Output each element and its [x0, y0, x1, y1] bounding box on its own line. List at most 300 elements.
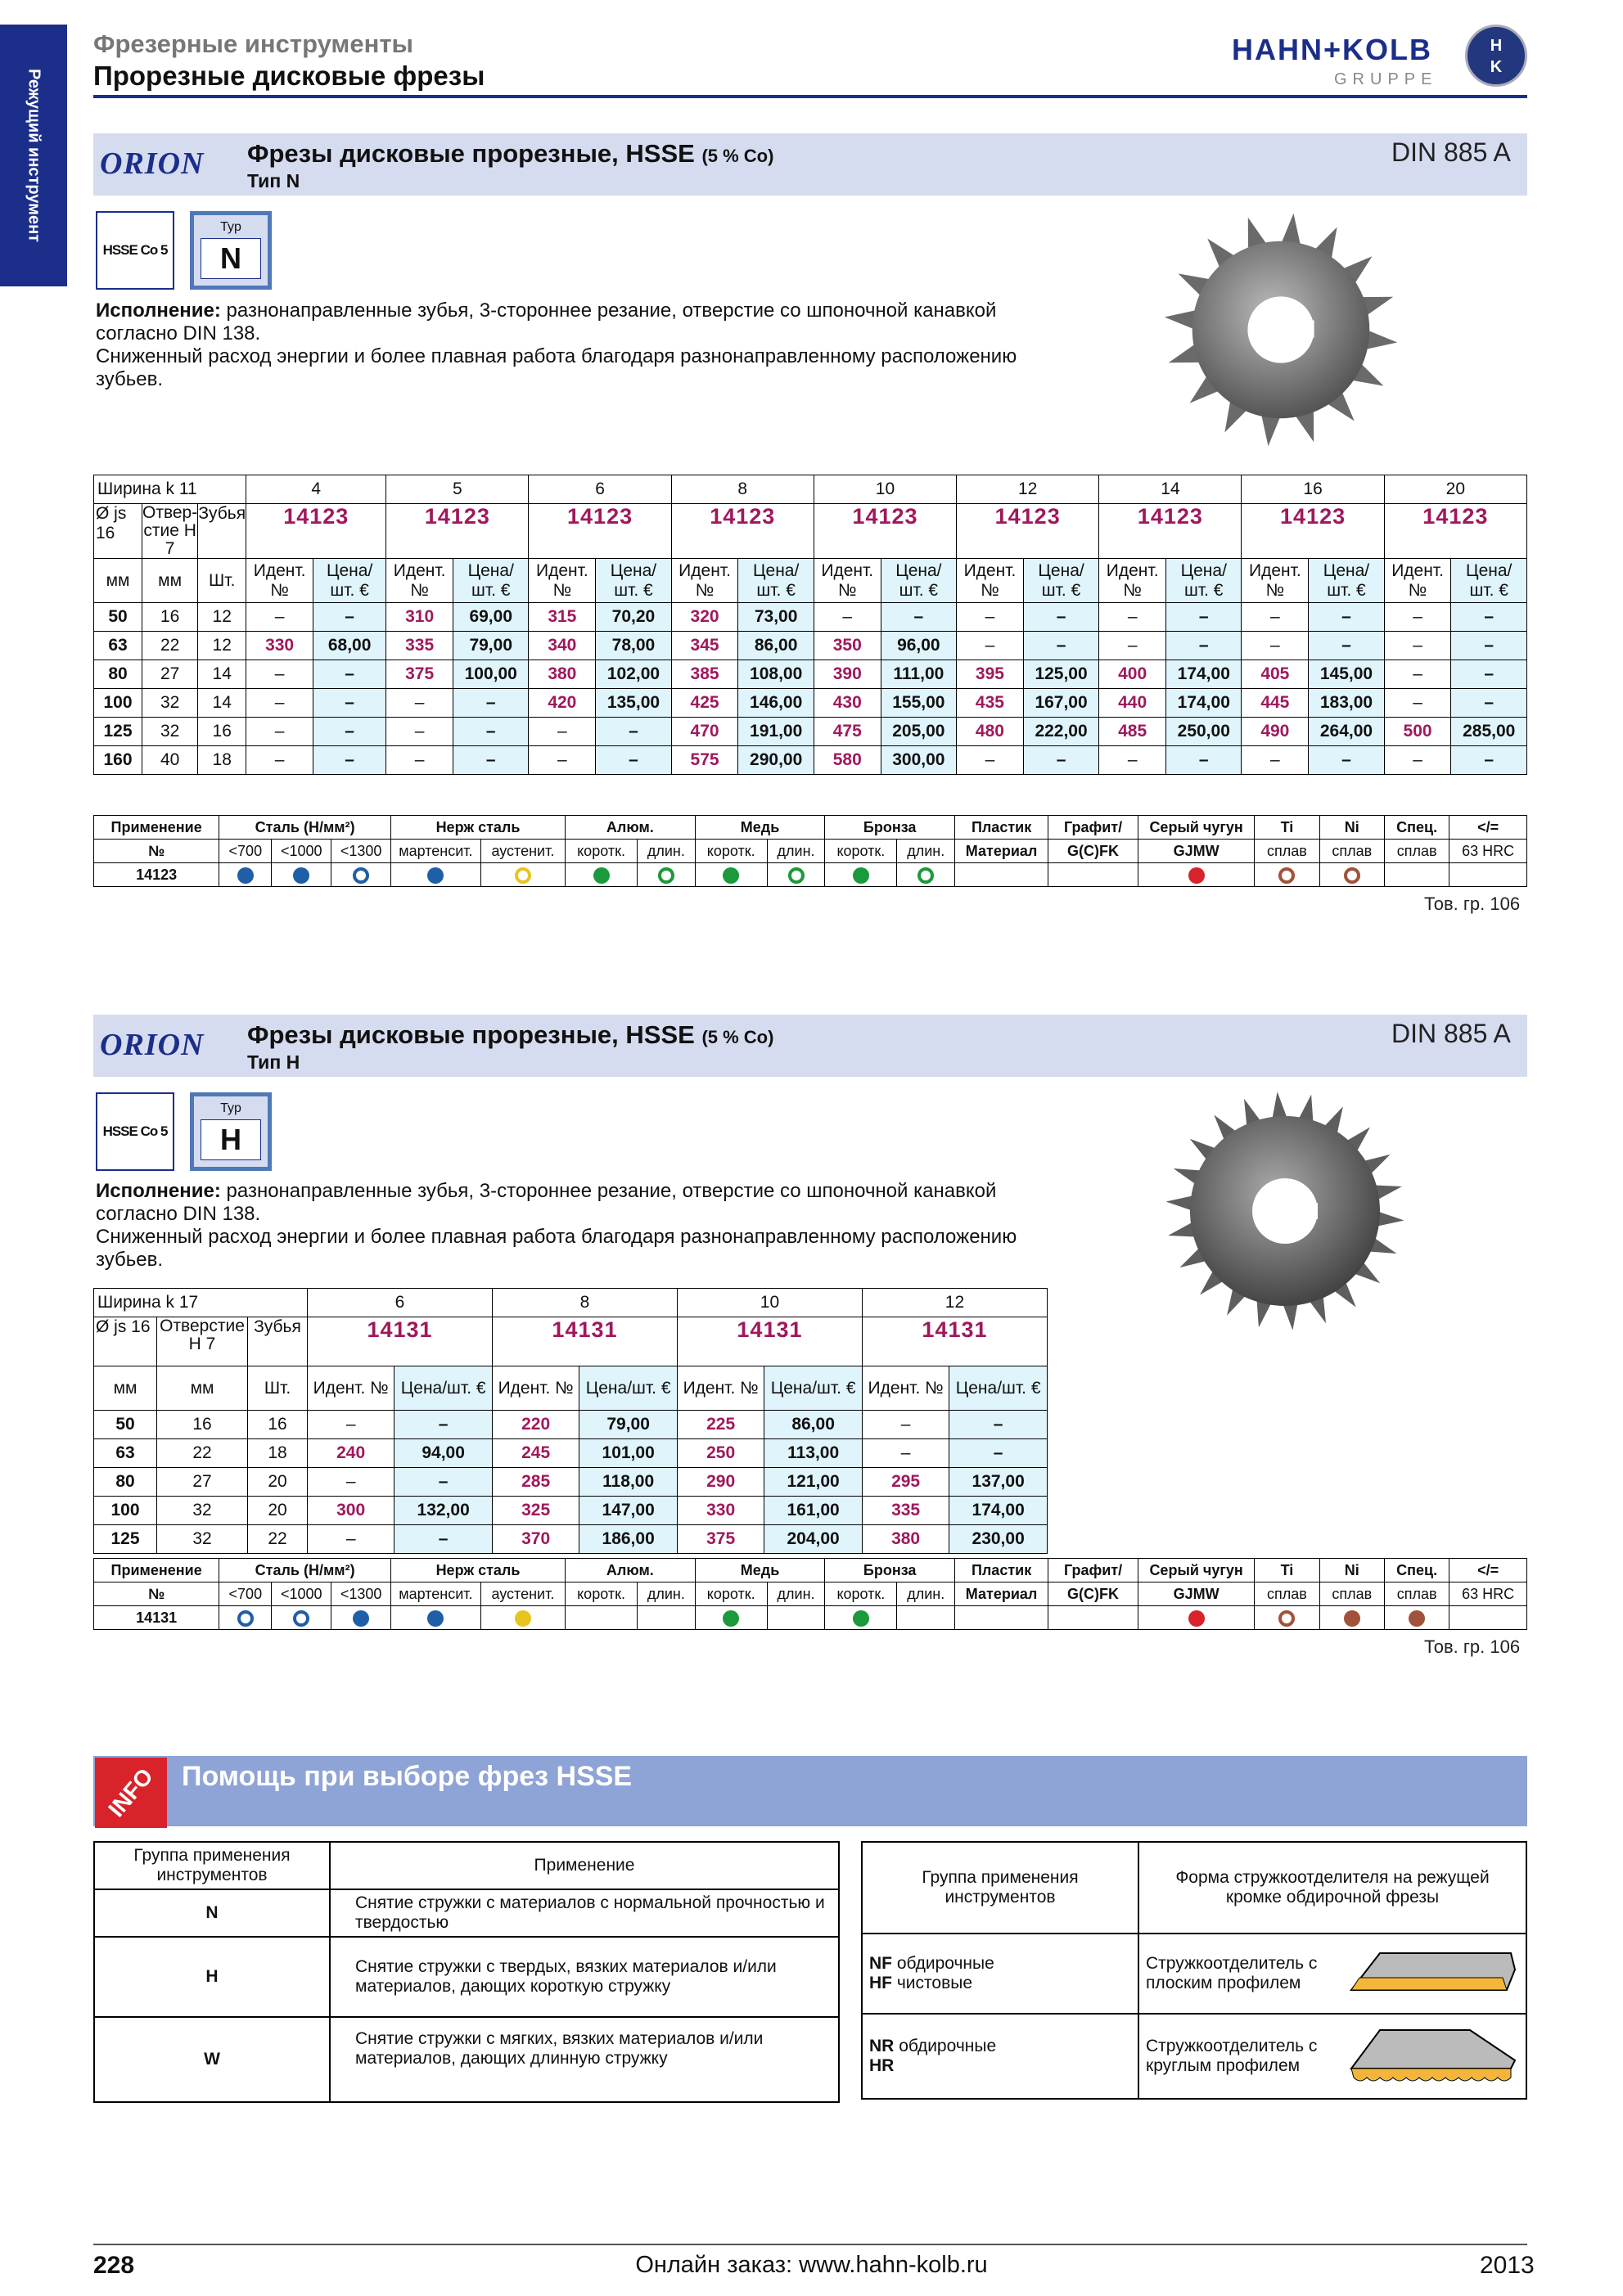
app-header: Сталь (Н/мм²) — [219, 816, 391, 840]
info-icon — [95, 1758, 167, 1828]
type-badge — [190, 1092, 272, 1171]
bore-cell: 32 — [142, 689, 198, 718]
price-cell: 137,00 — [949, 1468, 1048, 1497]
suitability-dot-icon — [853, 867, 869, 884]
width-value: 8 — [492, 1289, 677, 1317]
ident-cell: – — [862, 1439, 949, 1468]
suitability-cell — [331, 1606, 391, 1630]
article-number: 14123 — [1384, 504, 1526, 559]
price-header: Цена/шт. € — [579, 1366, 678, 1411]
page-title: Прорезные дисковые фрезы — [93, 61, 485, 91]
app-header: Алюм. — [566, 1559, 696, 1582]
ident-cell: – — [308, 1468, 394, 1497]
teeth-cell: 14 — [198, 660, 246, 689]
price-cell: – — [1451, 660, 1527, 689]
suitability-cell — [1449, 863, 1527, 887]
price-cell: – — [949, 1439, 1048, 1468]
suitability-dot-icon — [1188, 867, 1205, 884]
teeth-cell: 16 — [198, 718, 246, 746]
ident-cell: – — [1099, 603, 1166, 632]
app-subheader: сплав — [1255, 1582, 1319, 1606]
price-header: Цена/шт. € — [394, 1366, 493, 1411]
price-cell: 94,00 — [394, 1439, 493, 1468]
suitability-dot-icon — [853, 1610, 869, 1627]
app-subheader: коротк. — [825, 1582, 897, 1606]
ident-cell: 340 — [529, 632, 596, 660]
price-cell: – — [313, 718, 385, 746]
app-subheader: № — [94, 1582, 219, 1606]
ident-cell: 285 — [492, 1468, 579, 1497]
app-subheader: длин. — [638, 1582, 696, 1606]
material-badge: HSSE Co 5 — [96, 211, 174, 290]
unit: Шт. — [248, 1366, 308, 1411]
app-subheader: № — [94, 840, 219, 863]
ident-header: Идент. № — [862, 1366, 949, 1411]
app-header: Ni — [1319, 1559, 1384, 1582]
ident-cell: 475 — [814, 718, 881, 746]
product-description — [96, 299, 1045, 391]
price-cell: – — [1166, 746, 1242, 775]
width-label: Ширина k 11 — [94, 475, 246, 504]
app-subheader: коротк. — [825, 840, 897, 863]
price-cell: 167,00 — [1023, 689, 1098, 718]
footer-rule — [93, 2244, 1527, 2245]
price-header: Цена/ шт. € — [1309, 559, 1384, 603]
price-header: Цена/ шт. € — [738, 559, 814, 603]
price-cell: 101,00 — [579, 1439, 678, 1468]
width-value: 8 — [671, 475, 814, 504]
price-cell: 145,00 — [1309, 660, 1384, 689]
ident-cell: 395 — [957, 660, 1024, 689]
app-subheader: мартенсит. — [391, 1582, 481, 1606]
suitability-cell — [272, 1606, 331, 1630]
ident-cell: 295 — [862, 1468, 949, 1497]
app-header: Графит/ — [1048, 1559, 1138, 1582]
table-row — [94, 1439, 1048, 1468]
ident-cell: 310 — [386, 603, 453, 632]
price-header: Цена/ шт. € — [1023, 559, 1098, 603]
suitability-ring-icon — [788, 867, 805, 884]
price-header: Цена/ шт. € — [313, 559, 385, 603]
teeth-cell: 18 — [248, 1439, 308, 1468]
ident-cell: 315 — [529, 603, 596, 632]
bore-cell: 16 — [142, 603, 198, 632]
suitability-dot-icon — [1188, 1610, 1205, 1627]
price-cell: – — [1023, 746, 1098, 775]
price-cell: – — [394, 1468, 493, 1497]
price-cell: – — [313, 689, 385, 718]
price-cell: – — [313, 603, 385, 632]
ident-header: Идент. № — [1099, 559, 1166, 603]
price-cell: 102,00 — [596, 660, 671, 689]
ident-cell: 335 — [386, 632, 453, 660]
price-cell: – — [394, 1525, 493, 1554]
round-profile-icon — [1347, 2024, 1519, 2089]
app-subheader: <700 — [219, 1582, 272, 1606]
price-cell: 230,00 — [949, 1525, 1048, 1554]
form-round-label: Стружкоотделитель с круглым профилем — [1146, 2037, 1318, 2075]
article-number: 14123 — [1099, 504, 1242, 559]
suitability-ring-icon — [917, 867, 934, 884]
app-header: Сталь (Н/мм²) — [219, 1559, 391, 1582]
ident-cell: – — [246, 603, 313, 632]
cutter-image-n — [1162, 211, 1400, 448]
ident-cell: 400 — [1099, 660, 1166, 689]
app-subheader: аустенит. — [480, 1582, 565, 1606]
ident-header: Идент. № — [671, 559, 738, 603]
table-row — [94, 660, 1527, 689]
info-table-right — [861, 1841, 1527, 2100]
price-cell: 79,00 — [579, 1411, 678, 1439]
app-subheader: мартенсит. — [391, 840, 481, 863]
bore-cell: 40 — [142, 746, 198, 775]
price-cell: – — [453, 718, 529, 746]
suitability-dot-icon — [723, 1610, 739, 1627]
ident-header: Идент. № — [529, 559, 596, 603]
type-badge — [190, 211, 272, 290]
app-header: Ti — [1255, 1559, 1319, 1582]
app-subheader: Материал — [955, 840, 1048, 863]
ident-cell: 220 — [492, 1411, 579, 1439]
suitability-cell — [219, 863, 272, 887]
ident-cell: 470 — [671, 718, 738, 746]
desc-text: разнонаправленные зубья, 3-стороннее резание, отверстие со шпоночной канавкой согласно DIN 138. — [96, 299, 997, 344]
width-value: 5 — [386, 475, 529, 504]
price-cell: 73,00 — [738, 603, 814, 632]
app-header: </= — [1449, 1559, 1527, 1582]
ident-header: Идент. № — [957, 559, 1024, 603]
code-nf: NF — [869, 1954, 892, 1973]
price-cell: – — [1023, 632, 1098, 660]
ident-cell: – — [1384, 632, 1451, 660]
price-cell: – — [596, 746, 671, 775]
price-cell: 100,00 — [453, 660, 529, 689]
diameter-cell: 100 — [94, 1497, 157, 1525]
price-cell: 146,00 — [738, 689, 814, 718]
app-subheader: коротк. — [695, 840, 767, 863]
info-right-row-nf — [862, 1934, 1138, 2014]
width-value: 16 — [1242, 475, 1384, 504]
suitability-cell — [767, 863, 825, 887]
price-cell: 68,00 — [313, 632, 385, 660]
label-nf: обдирочные — [896, 1954, 994, 1973]
bore-cell: 22 — [142, 632, 198, 660]
info-right-head-group: Группа применения инструментов — [862, 1842, 1138, 1934]
ident-cell: 225 — [677, 1411, 764, 1439]
ident-header: Идент. № — [246, 559, 313, 603]
suitability-dot-icon — [1409, 1610, 1425, 1627]
price-cell: 285,00 — [1451, 718, 1527, 746]
app-header: Применение — [94, 816, 219, 840]
price-cell: 174,00 — [1166, 689, 1242, 718]
brand-mark-k: K — [1490, 58, 1503, 76]
app-header: Серый чугун — [1138, 1559, 1254, 1582]
article-number: 14123 — [1242, 504, 1384, 559]
article-number: 14131 — [308, 1317, 493, 1366]
ident-cell: – — [386, 689, 453, 718]
suitability-cell — [331, 863, 391, 887]
price-cell: – — [453, 689, 529, 718]
code-nr: NR — [869, 2037, 895, 2055]
app-subheader: <1000 — [272, 840, 331, 863]
info-right-row-nr — [862, 2014, 1138, 2099]
info-group-h: H — [94, 1937, 330, 2017]
ident-cell: 375 — [677, 1525, 764, 1554]
app-subheader: <1000 — [272, 1582, 331, 1606]
brand-logo: HAHN+KOLB — [1232, 33, 1433, 66]
table-row — [94, 1411, 1048, 1439]
app-header: Ni — [1319, 816, 1384, 840]
app-subheader: коротк. — [566, 1582, 638, 1606]
suitability-cell — [1384, 1606, 1449, 1630]
side-tab-label: Режущий инструмент — [25, 69, 43, 242]
price-cell: – — [453, 746, 529, 775]
app-header: Спец. — [1384, 1559, 1449, 1582]
header-rule — [93, 95, 1527, 98]
article-number: 14131 — [492, 1317, 677, 1366]
price-cell: 191,00 — [738, 718, 814, 746]
app-subheader: <700 — [219, 840, 272, 863]
price-cell: 147,00 — [579, 1497, 678, 1525]
ident-header: Идент. № — [308, 1366, 394, 1411]
ident-cell: 485 — [1099, 718, 1166, 746]
article-number: 14123 — [246, 504, 386, 559]
ident-cell: 425 — [671, 689, 738, 718]
ident-cell: 430 — [814, 689, 881, 718]
ident-cell: 440 — [1099, 689, 1166, 718]
brand-mark-h: H — [1490, 37, 1503, 55]
article-number: 14131 — [862, 1317, 1047, 1366]
price-cell: 96,00 — [881, 632, 956, 660]
price-cell: – — [1166, 603, 1242, 632]
app-subheader: GJMW — [1138, 840, 1254, 863]
page-category: Фрезерные инструменты — [93, 29, 413, 58]
suitability-cell — [767, 1606, 825, 1630]
app-header: Бронза — [825, 1559, 955, 1582]
ident-cell: – — [308, 1525, 394, 1554]
table-row — [94, 718, 1527, 746]
suitability-cell — [480, 863, 565, 887]
info-app-w: Снятие стружки с мягких, вязких материалов и/или материалов, дающих длинную стружку — [330, 2017, 839, 2102]
ident-cell: 325 — [492, 1497, 579, 1525]
ident-cell: – — [246, 746, 313, 775]
app-header: </= — [1449, 816, 1527, 840]
suitability-cell — [566, 863, 638, 887]
app-header: Нерж сталь — [391, 1559, 566, 1582]
suitability-cell — [391, 1606, 481, 1630]
article-number: 14123 — [386, 504, 529, 559]
price-cell: 111,00 — [881, 660, 956, 689]
article-number: 14123 — [957, 504, 1099, 559]
price-cell: 86,00 — [738, 632, 814, 660]
bore-cell: 16 — [157, 1411, 248, 1439]
app-subheader: сплав — [1384, 1582, 1449, 1606]
suitability-dot-icon — [293, 867, 309, 884]
width-value: 6 — [529, 475, 671, 504]
suitability-cell — [566, 1606, 638, 1630]
diameter-cell: 125 — [94, 718, 142, 746]
ident-cell: – — [814, 603, 881, 632]
brand-logo-sub: GRUPPE — [1334, 70, 1438, 88]
app-subheader: коротк. — [566, 840, 638, 863]
ident-cell: 480 — [957, 718, 1024, 746]
label-nr: обдирочные — [899, 2037, 997, 2055]
teeth-cell: 14 — [198, 689, 246, 718]
ident-header: Идент. № — [677, 1366, 764, 1411]
info-icon-text: INFO — [103, 1763, 158, 1822]
ident-cell: 490 — [1242, 718, 1309, 746]
desc-text-2: Сниженный расход энергии и более плавная работа благодаря разнонаправленному расположению зубьев. — [96, 1226, 1017, 1271]
bore-cell: 32 — [157, 1525, 248, 1554]
app-subheader: Материал — [955, 1582, 1048, 1606]
bore-cell: 32 — [157, 1497, 248, 1525]
type-badge-label: Typ — [220, 220, 241, 234]
price-header: Цена/шт. € — [949, 1366, 1048, 1411]
application-table-n — [93, 815, 1527, 887]
app-header: Серый чугун — [1138, 816, 1254, 840]
ident-cell: – — [1099, 746, 1166, 775]
ident-header: Идент. № — [386, 559, 453, 603]
app-header: Графит/ — [1048, 816, 1138, 840]
unit: мм — [94, 559, 142, 603]
suitability-dot-icon — [427, 1610, 444, 1627]
ident-cell: 575 — [671, 746, 738, 775]
ident-header: Идент. № — [814, 559, 881, 603]
app-article: 14123 — [94, 863, 219, 887]
app-header: Пластик — [955, 1559, 1048, 1582]
price-header: Цена/ шт. € — [881, 559, 956, 603]
type-badge-label: Typ — [220, 1101, 241, 1115]
app-subheader: G(C)FK — [1048, 1582, 1138, 1606]
ident-cell: 580 — [814, 746, 881, 775]
suitability-cell — [638, 1606, 696, 1630]
app-subheader: коротк. — [695, 1582, 767, 1606]
info-table-left — [93, 1841, 840, 2103]
ident-cell: 375 — [386, 660, 453, 689]
suitability-ring-icon — [293, 1610, 309, 1627]
suitability-ring-icon — [515, 867, 531, 884]
ident-cell: – — [1384, 689, 1451, 718]
suitability-cell — [272, 863, 331, 887]
ident-cell: – — [957, 603, 1024, 632]
suitability-cell — [1255, 863, 1319, 887]
price-cell: 135,00 — [596, 689, 671, 718]
article-number: 14123 — [671, 504, 814, 559]
width-value: 10 — [677, 1289, 862, 1317]
suitability-dot-icon — [427, 867, 444, 884]
ident-header: Идент. № — [1384, 559, 1451, 603]
suitability-ring-icon — [1278, 1610, 1295, 1627]
app-header: Применение — [94, 1559, 219, 1582]
ident-cell: 250 — [677, 1439, 764, 1468]
ident-cell: 390 — [814, 660, 881, 689]
price-header: Цена/ шт. € — [596, 559, 671, 603]
ident-cell: – — [957, 632, 1024, 660]
width-value: 6 — [308, 1289, 493, 1317]
suitability-dot-icon — [237, 867, 254, 884]
side-tab — [0, 25, 67, 286]
ident-header: Идент. № — [1242, 559, 1309, 603]
price-cell: 113,00 — [764, 1439, 863, 1468]
suitability-dot-icon — [1344, 1610, 1360, 1627]
ident-cell: – — [1242, 746, 1309, 775]
table-row — [94, 632, 1527, 660]
width-label: Ширина k 17 — [94, 1289, 308, 1317]
catalog-year: 2013 — [1480, 2252, 1535, 2279]
unit: мм — [94, 1366, 157, 1411]
price-cell: – — [1451, 746, 1527, 775]
info-app-h: Снятие стружки с твердых, вязких материалов и/или материалов, дающих короткую стружку — [330, 1937, 839, 2017]
diameter-cell: 160 — [94, 746, 142, 775]
ident-cell: – — [1099, 632, 1166, 660]
form-flat-label: Стружкоотделитель с плоским профилем — [1146, 1954, 1318, 1992]
desc-text: разнонаправленные зубья, 3-стороннее резание, отверстие со шпоночной канавкой согласно DIN 138. — [96, 1180, 997, 1225]
order-link[interactable]: Онлайн заказ: www.hahn-kolb.ru — [635, 2252, 988, 2278]
suitability-cell — [1319, 863, 1384, 887]
teeth-cell: 18 — [198, 746, 246, 775]
ident-cell: – — [246, 660, 313, 689]
suitability-cell — [955, 863, 1048, 887]
ident-cell: – — [1384, 603, 1451, 632]
price-cell: 132,00 — [394, 1497, 493, 1525]
info-form-round — [1138, 2014, 1526, 2099]
price-cell: 125,00 — [1023, 660, 1098, 689]
col-bore: Отверстие H 7 — [157, 1317, 248, 1366]
ident-cell: – — [957, 746, 1024, 775]
info-app-n: Снятие стружки с материалов с нормальной прочностью и твердостью — [330, 1889, 839, 1937]
article-number: 14123 — [529, 504, 671, 559]
ident-cell: – — [529, 746, 596, 775]
suitability-ring-icon — [353, 867, 369, 884]
din-standard: DIN 885 A — [1391, 1019, 1511, 1048]
app-header: Алюм. — [566, 816, 696, 840]
app-header: Медь — [695, 816, 825, 840]
col-teeth: Зубья — [198, 504, 246, 559]
suitability-ring-icon — [1344, 867, 1360, 884]
suitability-cell — [638, 863, 696, 887]
price-cell: – — [394, 1411, 493, 1439]
app-subheader: 63 HRC — [1449, 840, 1527, 863]
app-header: Медь — [695, 1559, 825, 1582]
suitability-cell — [480, 1606, 565, 1630]
ident-header: Идент. № — [492, 1366, 579, 1411]
price-cell: 300,00 — [881, 746, 956, 775]
suitability-ring-icon — [658, 867, 674, 884]
app-subheader: сплав — [1319, 840, 1384, 863]
ident-cell: 330 — [246, 632, 313, 660]
app-subheader: длин. — [897, 1582, 955, 1606]
info-head-app: Применение — [330, 1842, 839, 1889]
price-cell: 69,00 — [453, 603, 529, 632]
app-subheader: длин. — [767, 840, 825, 863]
ident-cell: 330 — [677, 1497, 764, 1525]
type-badge-value: H — [201, 1119, 261, 1160]
suitability-cell — [219, 1606, 272, 1630]
app-subheader: <1300 — [331, 840, 391, 863]
suitability-cell — [1384, 863, 1449, 887]
width-value: 12 — [957, 475, 1099, 504]
price-cell: 174,00 — [949, 1497, 1048, 1525]
info-title: Помощь при выборе фрез HSSE — [182, 1761, 633, 1792]
desc-label: Исполнение: — [96, 1180, 221, 1202]
suitability-ring-icon — [237, 1610, 254, 1627]
suitability-cell — [897, 1606, 955, 1630]
diameter-cell: 50 — [94, 603, 142, 632]
diameter-cell: 63 — [94, 632, 142, 660]
suitability-dot-icon — [515, 1610, 531, 1627]
suitability-cell — [825, 863, 897, 887]
price-cell: – — [1166, 632, 1242, 660]
